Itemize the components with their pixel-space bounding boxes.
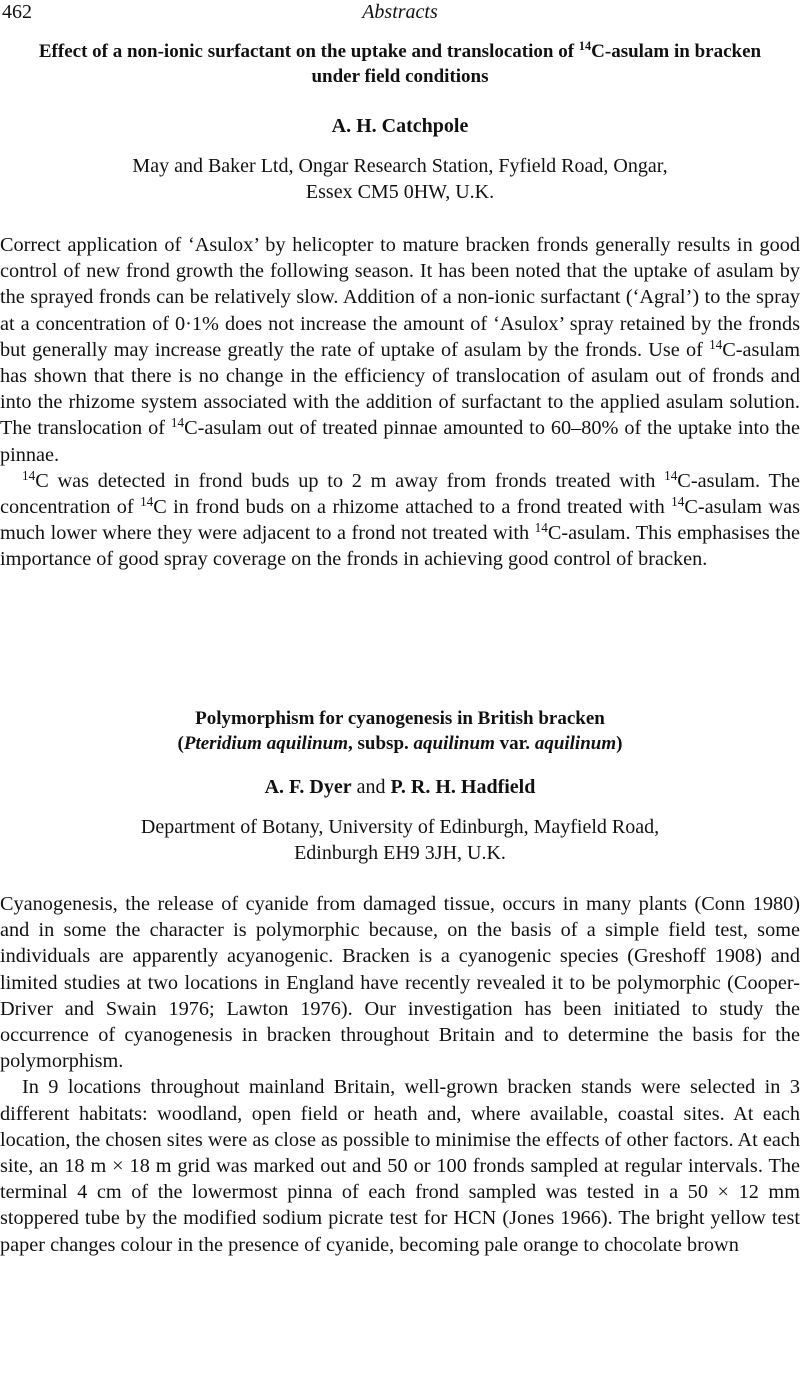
text-run: C was detected in frond buds up to 2 m away from fronds treated with [35,469,665,492]
isotope-superscript: 14 [671,493,685,509]
affiliation-line: May and Baker Ltd, Ongar Research Station, Fyfield Road, Ongar, [132,155,668,177]
isotope-superscript: 14 [664,467,678,483]
abstract-catchpole [0,39,800,573]
text-run: Correct application of ‘Asulox’ by helicopter to mature bracken fronds generally results in good control of new frond growth the following season. It has been noted that the uptake of asulam by the sprayed fronds can be relatively slow. Addition of a non-ionic surfactant (‘Agral’) to the spray at a concentration of 0·1% does not increase the amount of ‘Asulox’ spray retained by the fronds but generally may increase greatly the rate of uptake of asulam by the fronds. Use of [0,234,800,361]
text-run: C-asulam was much lower where they were adjacent to a frond not treated with [0,496,800,545]
abstract-authors [0,774,800,800]
isotope-superscript: 14 [22,467,36,483]
abstract-title [0,706,800,756]
text-run: C-asulam has shown that there is no change in the efficiency of translocation of asulam out of fronds and into the rhizome system associated with the addition of surfactant to the applied asulam solution. The translocation of [0,338,800,440]
isotope-superscript: 14 [534,519,548,535]
text-run: C-asulam. The concentration of [0,469,800,519]
abstract-body [0,232,800,573]
title-line [20,731,780,756]
title-text: Effect of a non-ionic surfactant on the uptake and translocation of [38,41,579,62]
title-line: Polymorphism for cyanogenesis in British bracken [195,708,605,729]
abstract-authors: A. H. Catchpole [331,115,469,137]
paragraph: In 9 locations throughout mainland Britain, well-grown bracken stands were selected in 3 different habitats: woodland, open field or heath and, where available, coastal sites. At each location, the chosen sites were as close as possible to minimise the effects of other factors. At each site, an 18 m × 18 m grid was marked out and 50 or 100 fronds sampled at regular intervals. The terminal 4 cm of the lowermost pinna of each frond sampled was tested in a 50 × 12 mm stoppered tube by the modified sodium picrate test for HCN (Jones 1966). The bright yellow test paper changes colour in the presence of cyanide, becoming pale orange to chocolate brown [0,1076,800,1256]
text-run: C in frond buds on a rhizome attached to a frond treated with [153,496,672,519]
affiliation-line: Essex CM5 0HW, U.K. [305,181,495,203]
affiliation-line: Department of Botany, University of Edinburgh, Mayfield Road, [140,816,660,838]
author-conjunction: and [351,776,391,798]
author-name: A. F. Dyer [264,776,352,798]
isotope-superscript: 14 [140,493,154,509]
paragraph: Cyanogenesis, the release of cyanide from damaged tissue, occurs in many plants (Conn 1980) and in some the character is polymorphic because, on the basis of a simple field test, some individuals are apparently acyanogenic. Bracken is a cyanogenic species (Greshoff 1908) and limited studies at two locations in England have recently revealed it to be polymorphic (Cooper-Driver and Swain 1976; Lawton 1976). Our investigation has been initiated to study the occurrence of cyanogenesis in bracken throughout Britain and to determine the basis for the polymorphism. [0,893,800,1073]
author-name: P. R. H. Hadfield [390,776,536,798]
title-text: var. [494,733,535,754]
abstract-body [0,891,800,1258]
text-run: C-asulam out of treated pinnae amounted to 60–80% of the uptake into the pinnae. [0,417,800,466]
subspecies-name: aquilinum [413,733,495,754]
abstract-title [0,39,800,89]
title-text: C-asulam in bracken under field conditions [311,41,762,87]
variety-name: aquilinum [534,733,617,754]
isotope-superscript: 14 [578,39,592,54]
text-run: C-asulam. This emphasises the importance of good spray coverage on the fronds in achieving good control of bracken. [0,522,800,571]
abstract-affiliation [0,814,800,866]
isotope-superscript: 14 [170,415,185,431]
isotope-superscript: 14 [709,336,723,352]
abstract-affiliation [0,153,800,205]
title-text: ( [177,733,184,754]
title-text: , subsp. [348,733,414,754]
paragraph [0,468,800,573]
page-number: 462 [2,1,32,23]
affiliation-line: Edinburgh EH9 3JH, U.K. [294,842,506,864]
paragraph [0,232,800,468]
abstract-dyer-hadfield [0,706,800,1258]
running-head: Abstracts [362,1,438,23]
title-text: ) [616,733,623,754]
species-name: Pteridium aquilinum [183,733,349,754]
